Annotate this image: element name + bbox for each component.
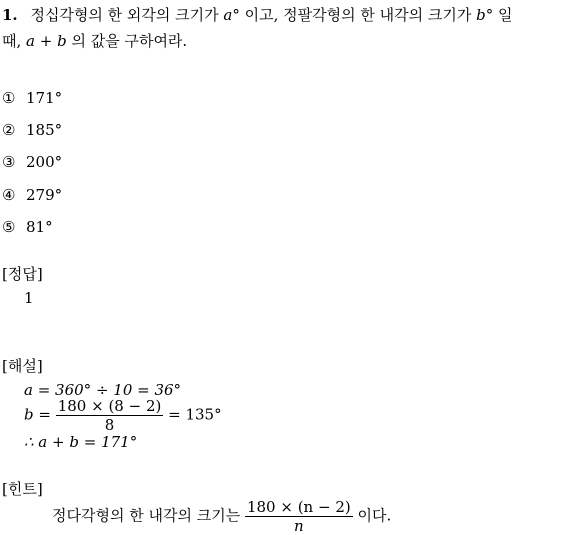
fraction-numerator: 180 × (8 − 2) (57, 397, 162, 415)
hint-fraction-denominator: n (294, 517, 304, 535)
choice-2[interactable] (2, 121, 62, 139)
question-line-1 (2, 4, 513, 25)
hint-line (52, 498, 391, 535)
question-expression: a + b (26, 32, 67, 50)
choice-text: 185° (26, 121, 63, 139)
choice-marker: ④ (2, 186, 16, 204)
choice-4[interactable] (2, 186, 62, 204)
hint-fraction (245, 498, 353, 535)
explanation-line-2 (24, 397, 222, 434)
explanation-fraction (56, 397, 164, 434)
choice-1[interactable] (2, 89, 62, 107)
choice-marker: ⑤ (2, 218, 16, 236)
var-b: b (476, 6, 486, 24)
question-text-part2: 이고, 정팔각형의 한 내각의 크기가 (239, 6, 477, 24)
choice-text: 81° (26, 218, 53, 236)
question-text-part1: 정십각형의 한 외각의 크기가 (30, 6, 224, 24)
hint-fraction-numerator: 180 × (n − 2) (246, 498, 351, 516)
answer-label: [정답] (2, 265, 43, 283)
choice-text: 171° (26, 89, 63, 107)
hint-text-part1: 정다각형의 한 내각의 크기는 (52, 506, 245, 525)
fraction-denominator: 8 (104, 416, 115, 434)
explanation-line-1: a = 360° ÷ 10 = 36° (24, 381, 182, 399)
hint-text-part2: 이다. (352, 506, 392, 525)
explanation-label: [해설] (2, 357, 43, 375)
choice-text: 279° (26, 186, 63, 204)
explanation-line-3: ∴ a + b = 171° (24, 433, 138, 451)
answer-value: 1 (24, 289, 34, 307)
choice-marker: ③ (2, 153, 16, 171)
question-number: 1. (2, 6, 18, 24)
question-text-part4: 때, (2, 32, 27, 50)
var-a: a (223, 6, 233, 24)
explanation-line2-lhs: b = (24, 405, 56, 424)
choice-text: 200° (26, 153, 63, 171)
degree-symbol-a: ° (232, 6, 240, 24)
choice-5[interactable] (2, 218, 53, 236)
question-text-part5: 의 값을 구하여라. (66, 32, 188, 50)
question-line-2 (2, 30, 187, 51)
question-text-part3: 일 (493, 6, 513, 24)
choice-marker: ② (2, 121, 16, 139)
choice-3[interactable] (2, 153, 62, 171)
choice-marker: ① (2, 89, 16, 107)
explanation-line2-rhs: = 135° (163, 405, 222, 424)
hint-label: [힌트] (2, 480, 43, 498)
degree-symbol-b: ° (485, 6, 494, 24)
